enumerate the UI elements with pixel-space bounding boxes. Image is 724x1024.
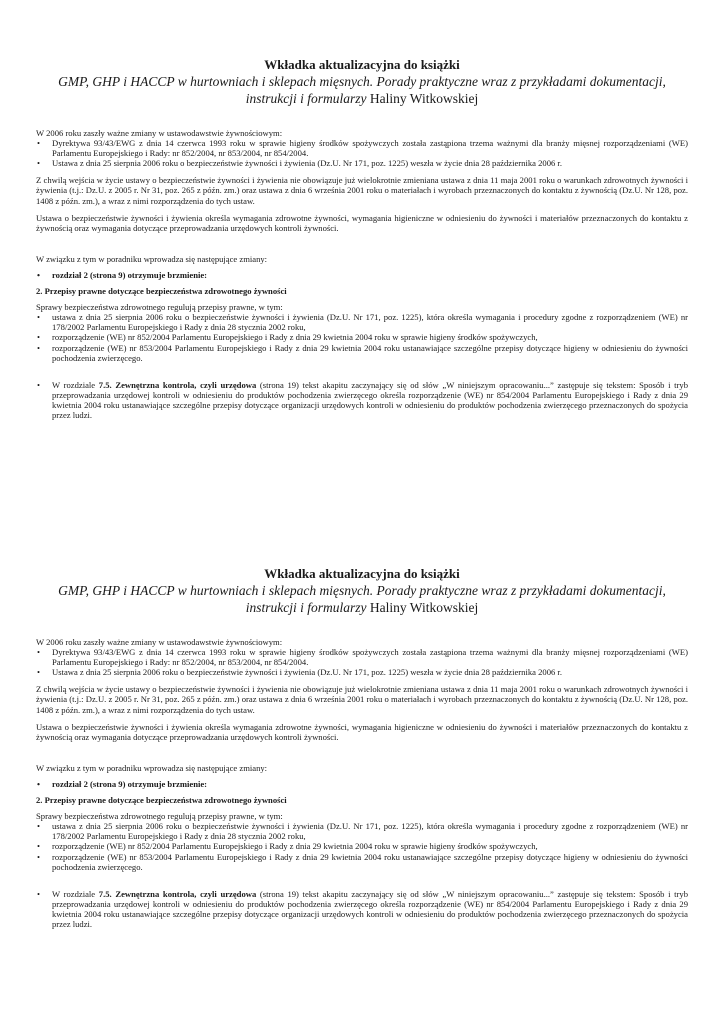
section-heading: 2. Przepisy prawne dotyczące bezpieczeństwa zdrowotnego żywności (36, 795, 287, 806)
intro-text: W 2006 roku zaszły ważne zmiany w ustawodawstwie żywnościowym: (36, 128, 283, 138)
update-insert-top (36, 57, 688, 420)
insert-body (36, 128, 688, 420)
list-item: • Ustawa z dnia 25 sierpnia 2006 roku o bezpieczeństwie żywności i żywienia (Dz.U. Nr 171, poz. 1225) weszła w życie dnia 28 października 2006 r. (36, 158, 688, 168)
list-item: • rozdział 2 (strona 9) otrzymuje brzmienie: (36, 270, 688, 280)
laws-list (36, 821, 688, 871)
insert-subtitle (36, 582, 688, 616)
list-item: • rozporządzenie (WE) nr 853/2004 Parlamentu Europejskiego i Rady z dnia 29 kwietnia 2004 roku ustanawiające szczególne przepisy dotyczące higieny w odniesieniu do żywności pochodzenia zwierzęcego. (36, 852, 688, 872)
insert-title: Wkładka aktualizacyjna do książki (264, 57, 460, 72)
book-author: Haliny Witkowskiej (366, 91, 479, 106)
chapter-7-pre: W rozdziale (52, 888, 99, 899)
paragraph-repealed-acts: Z chwilą wejścia w życie ustawy o bezpieczeństwie żywności i żywienia nie obowiązuje już wielokrotnie zmieniana ustawa z dnia 11 maja 2001 roku o warunkach zdrowotnych żywności i żywienia (t.j.: Dz.U. z 2005 r. Nr 31, poz. 265 z późn. zm.) oraz ustawa z dnia 6 września 2001 roku o materiałach i wyrobach przeznaczonych do kontaktu z żywnością (Dz.U. Nr 128, poz. 1408 z późn. zm.), a wraz z nimi rozporządzenia do tych ustaw. (36, 175, 688, 206)
list-item: • Ustawa z dnia 25 sierpnia 2006 roku o bezpieczeństwie żywności i żywienia (Dz.U. Nr 171, poz. 1225) weszła w życie dnia 28 października 2006 r. (36, 667, 688, 677)
list-item (36, 380, 688, 420)
list-item: • rozporządzenie (WE) nr 852/2004 Parlamentu Europejskiego i Rady z dnia 29 kwietnia 2004 roku w sprawie higieny środków spożywczych, (36, 841, 688, 851)
chapter-7-post: (strona 19) tekst akapitu zaczynający się od słów „W niniejszym opracowaniu...” zastępuje się tekstem: Sposób i tryb przeprowadzania urzędowej kontroli w odniesieniu do produktów pochodzenia zwierzęcego określa rozporządzenie (WE) nr 854/2004 Parlamentu Europejskiego i Rady z dnia 29 kwietnia 2004 roku ustanawiające szczególne przepisy dotyczące organizacji urzędowych kontroli w odniesieniu do produktów pochodzenia zwierzęcego przeznaczonych do spożycia przez ludzi. (52, 379, 689, 420)
update-insert-bottom (36, 566, 688, 929)
changes-list (36, 647, 688, 677)
list-item: • Dyrektywa 93/43/EWG z dnia 14 czerwca 1993 roku w sprawie higieny środków spożywczych została zastąpiona trzema ważnymi dla branży mięsnej rozporządzeniami (WE) Parlamentu Europejskiego i Rady: nr 852/2004, nr 853/2004, nr 854/2004. (36, 138, 688, 158)
paragraph-act-scope: Ustawa o bezpieczeństwie żywności i żywienia określa wymagania zdrowotne żywności, wymagania higieniczne w odniesieniu do żywności i materiałów przeznaczonych do kontaktu z żywnością oraz wymagania dotyczące przeprowadzania urzędowych kontroli żywności. (36, 721, 688, 742)
laws-intro: Sprawy bezpieczeństwa zdrowotnego regulują przepisy prawne, w tym: (36, 302, 283, 313)
chapter-7-title: 7.5. Zewnętrzna kontrola, czyli urzędowa (98, 888, 257, 899)
chapter-7-change-list (36, 889, 688, 929)
paragraph-act-scope: Ustawa o bezpieczeństwie żywności i żywienia określa wymagania zdrowotne żywności, wymagania higieniczne w odniesieniu do żywności i materiałów przeznaczonych do kontaktu z żywnością oraz wymagania dotyczące przeprowadzania urzędowych kontroli żywności. (36, 212, 688, 233)
list-item: • rozporządzenie (WE) nr 852/2004 Parlamentu Europejskiego i Rady z dnia 29 kwietnia 2004 roku w sprawie higieny środków spożywczych, (36, 332, 688, 342)
chapter-7-change-list (36, 380, 688, 420)
chapter-change-list (36, 779, 688, 789)
list-item: • ustawa z dnia 25 sierpnia 2006 roku o bezpieczeństwie żywności i żywienia (Dz.U. Nr 171, poz. 1225), która określa wymagania i procedury zgodne z rozporządzeniem (WE) nr 178/2002 Parlamentu Europejskiego i Rady z dnia 28 stycznia 2002 roku, (36, 821, 688, 841)
laws-list (36, 312, 688, 362)
chapter-7-title: 7.5. Zewnętrzna kontrola, czyli urzędowa (98, 379, 257, 390)
chapter-change-list (36, 270, 688, 280)
book-title-part1: GMP, GHP i HACCP w hurtowniach i sklepach mięsnych. Porady praktyczne wraz z przykładami dokumentacji, (58, 583, 666, 598)
section-heading: 2. Przepisy prawne dotyczące bezpieczeństwa zdrowotnego żywności (36, 286, 287, 297)
insert-subtitle (36, 73, 688, 107)
list-item (36, 889, 688, 929)
paragraph-repealed-acts: Z chwilą wejścia w życie ustawy o bezpieczeństwie żywności i żywienia nie obowiązuje już wielokrotnie zmieniana ustawa z dnia 11 maja 2001 roku o warunkach zdrowotnych żywności i żywienia (t.j.: Dz.U. z 2005 r. Nr 31, poz. 265 z późn. zm.) oraz ustawa z dnia 6 września 2001 roku o materiałach i wyrobach przeznaczonych do kontaktu z żywnością (Dz.U. Nr 128, poz. 1408 z późn. zm.), a wraz z nimi rozporządzenia do tych ustaw. (36, 684, 688, 715)
paragraph-changes-intro: W związku z tym w poradniku wprowadza się następujące zmiany: (36, 253, 268, 264)
list-item: • Dyrektywa 93/43/EWG z dnia 14 czerwca 1993 roku w sprawie higieny środków spożywczych została zastąpiona trzema ważnymi dla branży mięsnej rozporządzeniami (WE) Parlamentu Europejskiego i Rady: nr 852/2004, nr 853/2004, nr 854/2004. (36, 647, 688, 667)
book-title-part1: GMP, GHP i HACCP w hurtowniach i sklepach mięsnych. Porady praktyczne wraz z przykładami dokumentacji, (58, 74, 666, 89)
list-item: • rozporządzenie (WE) nr 853/2004 Parlamentu Europejskiego i Rady z dnia 29 kwietnia 2004 roku ustanawiające szczególne przepisy dotyczące higieny w odniesieniu do żywności pochodzenia zwierzęcego. (36, 343, 688, 363)
changes-list (36, 138, 688, 168)
intro-text: W 2006 roku zaszły ważne zmiany w ustawodawstwie żywnościowym: (36, 637, 283, 647)
book-title-part2: instrukcji i formularzy (245, 91, 367, 106)
insert-title: Wkładka aktualizacyjna do książki (264, 566, 460, 581)
book-author: Haliny Witkowskiej (366, 600, 479, 615)
insert-body (36, 637, 688, 929)
book-title-part2: instrukcji i formularzy (245, 600, 367, 615)
chapter-7-pre: W rozdziale (52, 379, 99, 390)
list-item: • rozdział 2 (strona 9) otrzymuje brzmienie: (36, 779, 688, 789)
paragraph-changes-intro: W związku z tym w poradniku wprowadza się następujące zmiany: (36, 762, 268, 773)
laws-intro: Sprawy bezpieczeństwa zdrowotnego regulują przepisy prawne, w tym: (36, 811, 283, 822)
list-item: • ustawa z dnia 25 sierpnia 2006 roku o bezpieczeństwie żywności i żywienia (Dz.U. Nr 171, poz. 1225), która określa wymagania i procedury zgodne z rozporządzeniem (WE) nr 178/2002 Parlamentu Europejskiego i Rady z dnia 28 stycznia 2002 roku, (36, 312, 688, 332)
chapter-7-post: (strona 19) tekst akapitu zaczynający się od słów „W niniejszym opracowaniu...” zastępuje się tekstem: Sposób i tryb przeprowadzania urzędowej kontroli w odniesieniu do produktów pochodzenia zwierzęcego określa rozporządzenie (WE) nr 854/2004 Parlamentu Europejskiego i Rady z dnia 29 kwietnia 2004 roku ustanawiające szczególne przepisy dotyczące organizacji urzędowych kontroli w odniesieniu do produktów pochodzenia zwierzęcego przeznaczonych do spożycia przez ludzi. (52, 888, 689, 929)
